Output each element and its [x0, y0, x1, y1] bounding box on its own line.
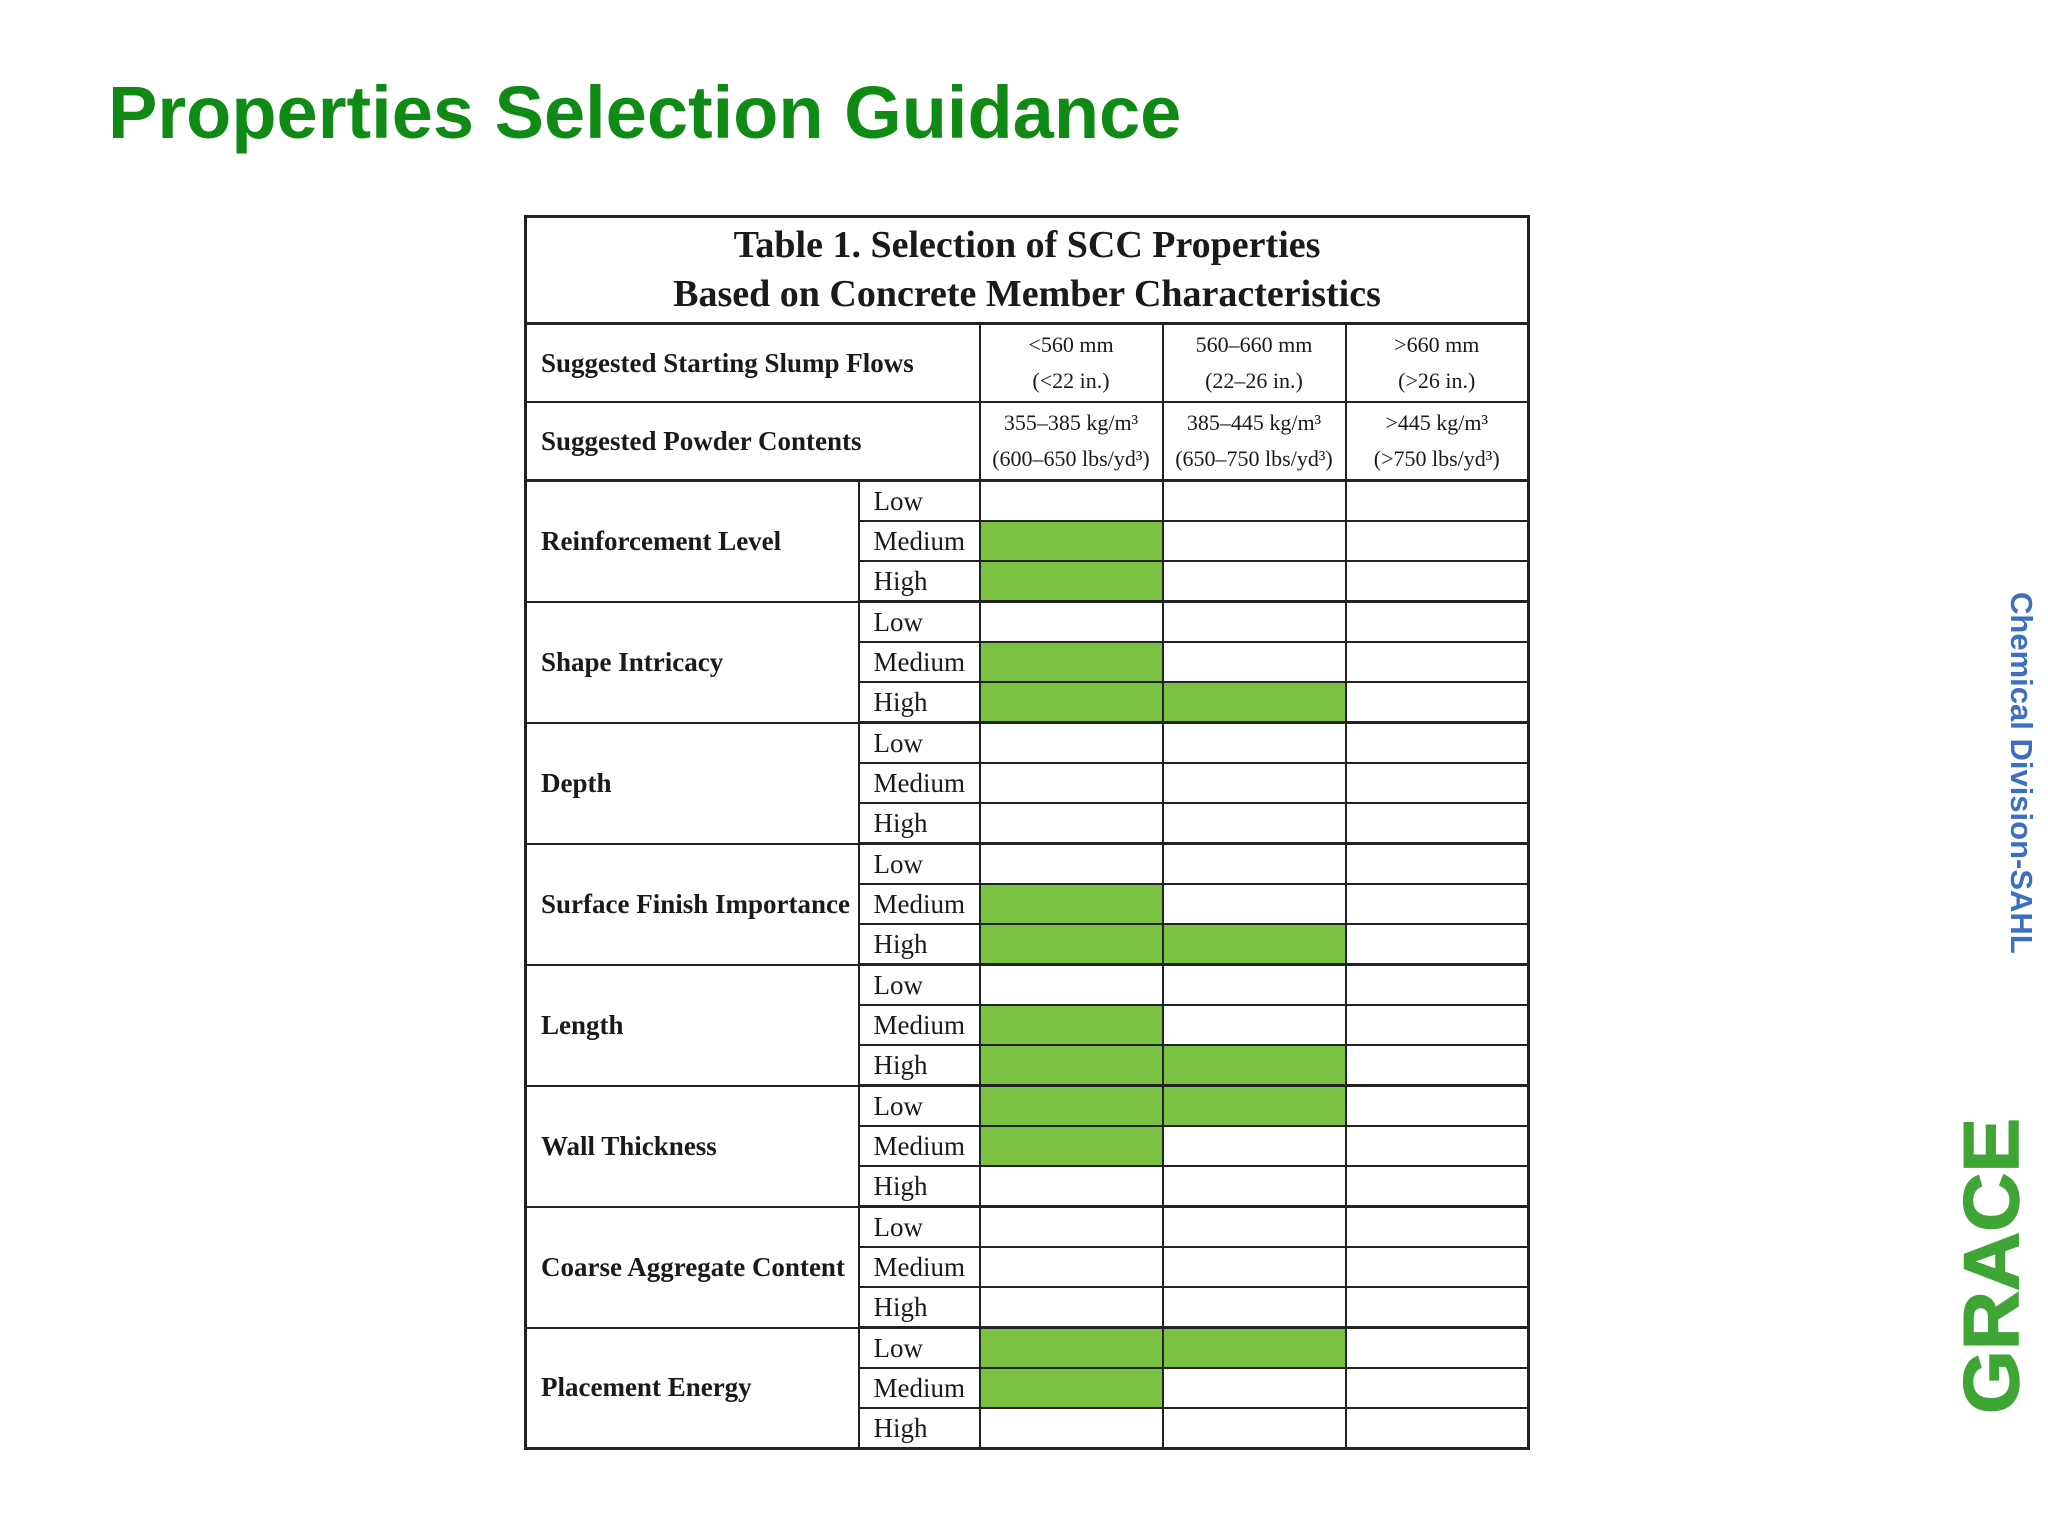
empty-cell — [1346, 1328, 1529, 1369]
recommended-cell — [980, 1086, 1163, 1127]
characteristic-label: Placement Energy — [526, 1328, 859, 1449]
powder-content-col-1 — [980, 402, 1163, 481]
empty-cell — [1163, 561, 1346, 602]
empty-cell — [1163, 481, 1346, 522]
empty-cell — [980, 1247, 1163, 1287]
empty-cell — [980, 1408, 1163, 1449]
slump-flow-col-2 — [1163, 324, 1346, 403]
level-label: Medium — [859, 1368, 980, 1408]
powder-content-col-1-line-2: (600–650 lbs/yd³) — [992, 446, 1150, 471]
empty-cell — [1163, 723, 1346, 764]
powder-content-col-1-line-1: 355–385 kg/m³ — [1003, 409, 1139, 435]
characteristic-label: Length — [526, 965, 859, 1086]
empty-cell — [980, 481, 1163, 522]
characteristic-label: Wall Thickness — [526, 1086, 859, 1207]
empty-cell — [1346, 561, 1529, 602]
empty-cell — [1163, 642, 1346, 682]
table-row — [526, 481, 1529, 522]
recommended-cell — [980, 1005, 1163, 1045]
level-label: Medium — [859, 642, 980, 682]
empty-cell — [980, 602, 1163, 643]
empty-cell — [1163, 1408, 1346, 1449]
slump-flow-col-3 — [1346, 324, 1529, 403]
level-label: Low — [859, 1207, 980, 1248]
division-label: Chemical Division-SAHL — [2004, 592, 2039, 954]
level-label: Medium — [859, 1247, 980, 1287]
characteristic-label: Depth — [526, 723, 859, 844]
level-label: High — [859, 803, 980, 844]
slump-flow-col-1 — [980, 324, 1163, 403]
empty-cell — [1163, 884, 1346, 924]
empty-cell — [1346, 1005, 1529, 1045]
table-caption-line-1: Table 1. Selection of SCC Properties — [733, 223, 1321, 266]
empty-cell — [980, 1166, 1163, 1207]
table-row — [526, 1328, 1529, 1369]
empty-cell — [1163, 1247, 1346, 1287]
level-label: High — [859, 1045, 980, 1086]
level-label: Medium — [859, 1005, 980, 1045]
empty-cell — [1346, 1287, 1529, 1328]
recommended-cell — [1163, 1328, 1346, 1369]
recommended-cell — [980, 642, 1163, 682]
table-caption-line-2: Based on Concrete Member Characteristics — [673, 273, 1381, 315]
recommended-cell — [1163, 924, 1346, 965]
empty-cell — [980, 1207, 1163, 1248]
level-label: Medium — [859, 884, 980, 924]
empty-cell — [1163, 1368, 1346, 1408]
empty-cell — [980, 1287, 1163, 1328]
slump-flow-col-3-line-2: (>26 in.) — [1398, 368, 1476, 393]
recommended-cell — [980, 1126, 1163, 1166]
empty-cell — [1163, 602, 1346, 643]
table-row — [526, 723, 1529, 764]
slump-flow-row — [526, 324, 1529, 403]
empty-cell — [1346, 965, 1529, 1006]
empty-cell — [1346, 682, 1529, 723]
empty-cell — [1346, 642, 1529, 682]
recommended-cell — [1163, 682, 1346, 723]
empty-cell — [1163, 1207, 1346, 1248]
empty-cell — [1163, 1005, 1346, 1045]
powder-content-label: Suggested Powder Contents — [526, 402, 980, 481]
empty-cell — [1346, 1368, 1529, 1408]
slump-flow-col-3-line-1: >660 mm — [1394, 331, 1480, 357]
powder-content-col-3-line-1: >445 kg/m³ — [1385, 409, 1489, 435]
slump-flow-label: Suggested Starting Slump Flows — [526, 324, 980, 403]
empty-cell — [1346, 521, 1529, 561]
powder-content-col-3-line-2: (>750 lbs/yd³) — [1373, 446, 1500, 471]
empty-cell — [980, 803, 1163, 844]
empty-cell — [1163, 965, 1346, 1006]
empty-cell — [1346, 602, 1529, 643]
slump-flow-col-1-line-2: (<22 in.) — [1032, 368, 1110, 393]
level-label: Medium — [859, 521, 980, 561]
empty-cell — [1163, 1126, 1346, 1166]
powder-content-row — [526, 402, 1529, 481]
powder-content-col-2-line-1: 385–445 kg/m³ — [1186, 409, 1322, 435]
powder-content-col-2-line-2: (650–750 lbs/yd³) — [1175, 446, 1333, 471]
empty-cell — [1346, 1126, 1529, 1166]
level-label: High — [859, 682, 980, 723]
empty-cell — [1346, 803, 1529, 844]
empty-cell — [1163, 844, 1346, 885]
empty-cell — [1346, 1166, 1529, 1207]
empty-cell — [1346, 1086, 1529, 1127]
level-label: Low — [859, 723, 980, 764]
logo-text: GRACE — [1947, 1132, 2035, 1414]
empty-cell — [1163, 521, 1346, 561]
level-label: Low — [859, 1328, 980, 1369]
powder-content-col-2 — [1163, 402, 1346, 481]
empty-cell — [980, 763, 1163, 803]
characteristic-label: Shape Intricacy — [526, 602, 859, 723]
table-row — [526, 1207, 1529, 1248]
recommended-cell — [980, 1328, 1163, 1369]
empty-cell — [1163, 1287, 1346, 1328]
powder-content-col-3 — [1346, 402, 1529, 481]
empty-cell — [980, 965, 1163, 1006]
recommended-cell — [1163, 1045, 1346, 1086]
level-label: Low — [859, 602, 980, 643]
table-row — [526, 965, 1529, 1006]
level-label: High — [859, 1166, 980, 1207]
empty-cell — [1346, 1045, 1529, 1086]
recommended-cell — [980, 561, 1163, 602]
empty-cell — [1346, 1408, 1529, 1449]
empty-cell — [1163, 1166, 1346, 1207]
characteristic-label: Surface Finish Importance — [526, 844, 859, 965]
level-label: High — [859, 1408, 980, 1449]
level-label: High — [859, 1287, 980, 1328]
empty-cell — [1346, 481, 1529, 522]
scc-selection-table — [524, 215, 1530, 1450]
slump-flow-col-2-line-2: (22–26 in.) — [1205, 368, 1303, 393]
empty-cell — [1163, 803, 1346, 844]
level-label: High — [859, 924, 980, 965]
characteristic-label: Reinforcement Level — [526, 481, 859, 602]
level-label: Low — [859, 1086, 980, 1127]
page-title: Properties Selection Guidance — [108, 71, 1182, 154]
recommended-cell — [980, 682, 1163, 723]
table-row — [526, 602, 1529, 643]
empty-cell — [1346, 1247, 1529, 1287]
empty-cell — [1346, 924, 1529, 965]
level-label: Low — [859, 844, 980, 885]
empty-cell — [1163, 763, 1346, 803]
empty-cell — [980, 723, 1163, 764]
empty-cell — [1346, 763, 1529, 803]
recommended-cell — [980, 1368, 1163, 1408]
table-caption — [526, 217, 1529, 324]
empty-cell — [1346, 844, 1529, 885]
grace-logo — [1947, 1118, 2035, 1416]
empty-cell — [1346, 1207, 1529, 1248]
recommended-cell — [1163, 1086, 1346, 1127]
empty-cell — [980, 844, 1163, 885]
level-label: Medium — [859, 763, 980, 803]
table-row — [526, 844, 1529, 885]
level-label: Low — [859, 481, 980, 522]
table-row — [526, 1086, 1529, 1127]
recommended-cell — [980, 1045, 1163, 1086]
characteristic-label: Coarse Aggregate Content — [526, 1207, 859, 1328]
recommended-cell — [980, 884, 1163, 924]
slump-flow-col-1-line-1: <560 mm — [1028, 331, 1114, 357]
level-label: Low — [859, 965, 980, 1006]
empty-cell — [1346, 723, 1529, 764]
recommended-cell — [980, 521, 1163, 561]
slump-flow-col-2-line-1: 560–660 mm — [1195, 331, 1313, 357]
empty-cell — [1346, 884, 1529, 924]
level-label: Medium — [859, 1126, 980, 1166]
recommended-cell — [980, 924, 1163, 965]
level-label: High — [859, 561, 980, 602]
